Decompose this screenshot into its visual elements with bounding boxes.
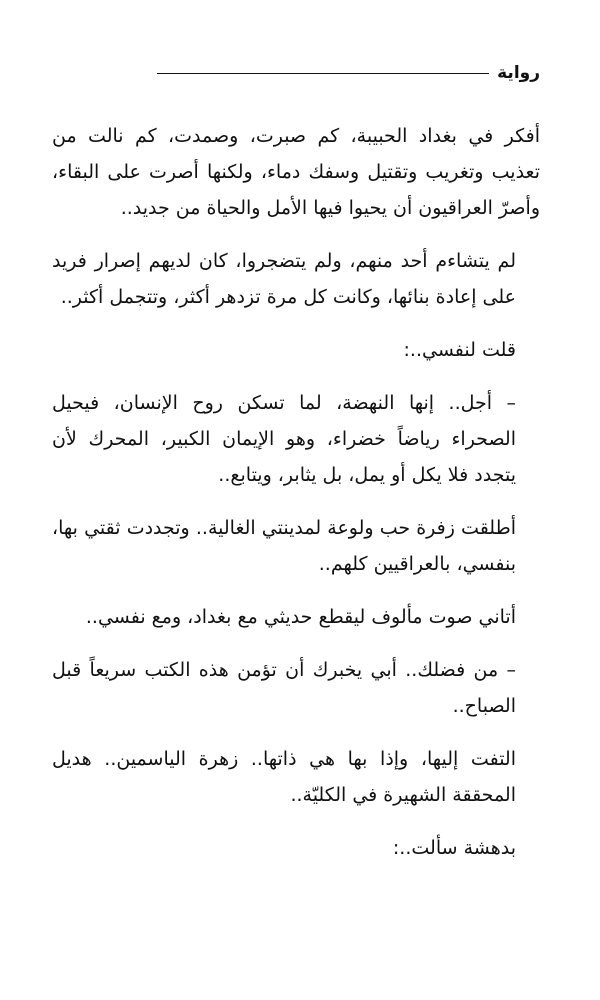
paragraph: أفكر في بغداد الحبيبة، كم صبرت، وصمدت، كم نالت من تعذيب وتغريب وتقتيل وسفك دماء، ولكنها أصرت على البقاء، وأصرّ العراقيون أن يحيوا فيها الأمل والحياة من جديد.. bbox=[52, 125, 540, 219]
paragraph: أطلقت زفرة حب ولوعة لمدينتي الغالية.. وتجددت ثقتي بها، بنفسي، بالعراقيين كلهم.. bbox=[52, 517, 516, 575]
body-text bbox=[52, 118, 540, 883]
paragraph: لم يتشاءم أحد منهم، ولم يتضجروا، كان لديهم إصرار فريد على إعادة بنائها، وكانت كل مرة تزدهر أكثر، وتتجمل أكثر.. bbox=[52, 250, 516, 308]
running-header bbox=[52, 58, 540, 88]
book-page bbox=[52, 0, 540, 1000]
paragraph: التفت إليها، وإذا بها هي ذاتها.. زهرة الياسمين.. هديل المحققة الشهيرة في الكليّة.. bbox=[52, 748, 516, 806]
paragraph: أتاني صوت مألوف ليقطع حديثي مع بغداد، ومع نفسي.. bbox=[85, 606, 516, 628]
header-rule bbox=[157, 73, 489, 74]
paragraph: – من فضلك.. أبي يخبرك أن تؤمن هذه الكتب سريعاً قبل الصباح.. bbox=[52, 659, 516, 717]
running-header-title: رواية bbox=[497, 63, 540, 83]
paragraph: – أجل.. إنها النهضة، لما تسكن روح الإنسان، فيحيل الصحراء رياضاً خضراء، وهو الإيمان الكبير، المحرك لأن يتجدد فلا يكل أو يمل، بل يثابر، ويتابع.. bbox=[52, 392, 516, 486]
paragraph: قلت لنفسي..: bbox=[403, 339, 516, 361]
paragraph: بدهشة سألت..: bbox=[392, 837, 516, 859]
